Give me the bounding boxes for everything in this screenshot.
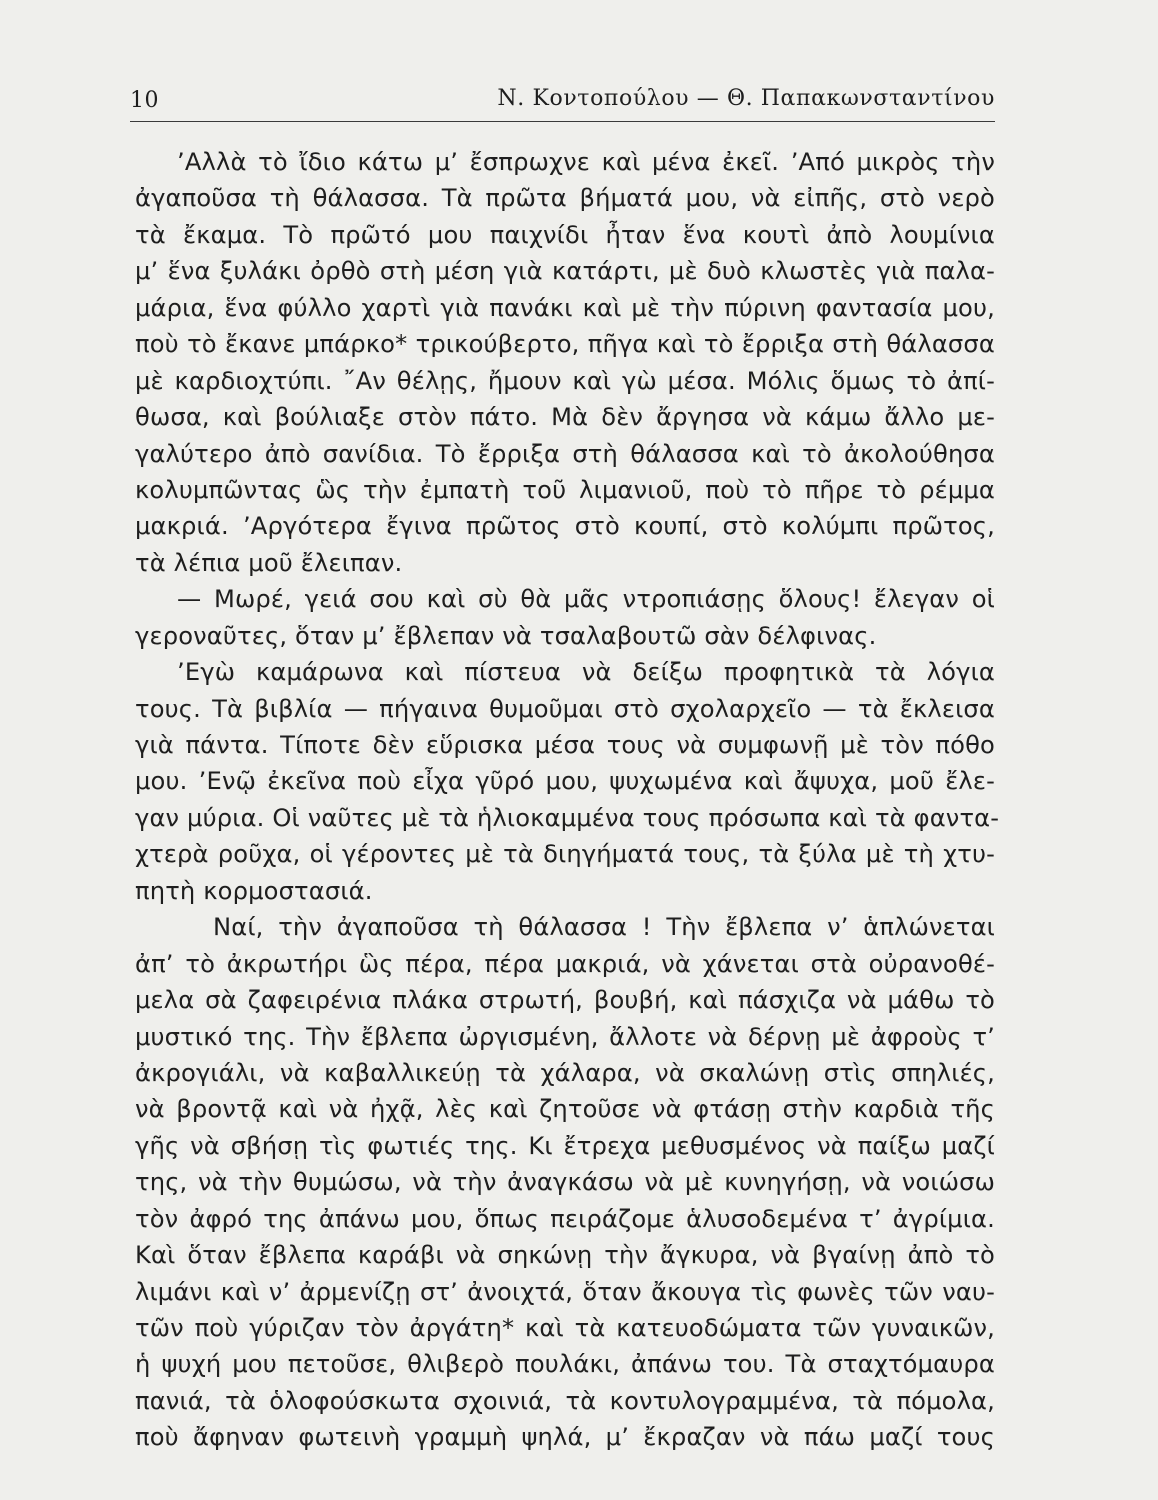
text-line: λιμάνι καὶ ν’ ἀρμενίζῃ στ’ ἀνοιχτά, ὅταν ἄκουγα τὶς φωνὲς τῶν ναυ-	[135, 1277, 995, 1306]
text-line: — Μωρέ, γειά σου καὶ σὺ θὰ μᾶς ντροπιάσῃς ὅλους! ἔλεγαν οἱ	[177, 585, 995, 614]
page-header	[130, 80, 995, 116]
text-line: Ναί, τὴν ἀγαποῦσα τὴ θάλασσα ! Τὴν ἔβλεπα ν’ ἁπλώνεται	[213, 913, 995, 942]
text-line: ’Εγὼ καμάρωνα καὶ πίστευα νὰ δείξω προφητικὰ τὰ λόγια	[177, 658, 995, 687]
text-line: γιὰ πάντα. Τίποτε δὲν εὕρισκα μέσα τους νὰ συμφωνῇ μὲ τὸν πόθο	[135, 731, 995, 759]
body-text	[135, 144, 1000, 1456]
text-line: μυστικό της. Τὴν ἔβλεπα ὠργισμένη, ἄλλοτε νὰ δέρνῃ μὲ ἀφροὺς τ’	[135, 1022, 995, 1051]
text-line: ποὺ ἄφηναν φωτεινὴ γραμμὴ ψηλά, μ’ ἔκραζαν νὰ πάω μαζί τους	[135, 1423, 995, 1452]
text-line: μελα σὰ ζαφειρένια πλάκα στρωτή, βουβή, καὶ πάσχιζα νὰ μάθω τὸ	[135, 986, 995, 1015]
text-line: της, νὰ τὴν θυμώσω, νὰ τὴν ἀναγκάσω νὰ μὲ κυνηγήσῃ, νὰ νοιώσω	[135, 1168, 995, 1197]
text-line: τῶν ποὺ γύριζαν τὸν ἀργάτη* καὶ τὰ κατευοδώματα τῶν γυναικῶν,	[135, 1314, 995, 1342]
text-line: κολυμπῶντας ὣς τὴν ἐμπατὴ τοῦ λιμανιοῦ, ποὺ τὸ πῆρε τὸ ρέμμα	[135, 475, 995, 504]
text-line: μ’ ἕνα ξυλάκι ὀρθὸ στὴ μέση γιὰ κατάρτι, μὲ δυὸ κλωστὲς γιὰ παλα-	[135, 257, 995, 286]
text-line: μάρια, ἕνα φύλλο χαρτὶ γιὰ πανάκι καὶ μὲ τὴν πύρινη φαντασία μου,	[135, 293, 995, 322]
text-line: ποὺ τὸ ἔκανε μπάρκο* τρικούβερτο, πῆγα καὶ τὸ ἔρριξα στὴ θάλασσα	[135, 330, 995, 359]
running-head: Ν. Κοντοπούλου — Θ. Παπακωνσταντίνου	[497, 86, 995, 111]
header-rule	[130, 121, 995, 122]
text-line: πητὴ κορμοστασιά.	[135, 876, 373, 905]
text-line: τὰ λέπια μοῦ ἔλειπαν.	[135, 548, 403, 577]
text-line: τὸν ἀφρό της ἀπάνω μου, ὅπως πειράζομε ἁλυσοδεμένα τ’ ἀγρίμια.	[135, 1204, 995, 1233]
text-line: τους. Τὰ βιβλία — πήγαινα θυμοῦμαι στὸ σχολαρχεῖο — τὰ ἔκλεισα	[135, 694, 995, 723]
text-line: χτερὰ ροῦχα, οἱ γέροντες μὲ τὰ διηγήματά τους, τὰ ξύλα μὲ τὴ χτυ-	[135, 840, 995, 869]
text-line: μακριά. ’Αργότερα ἔγινα πρῶτος στὸ κουπί, στὸ κολύμπι πρῶτος,	[135, 512, 995, 541]
text-line: γαλύτερο ἀπὸ σανίδια. Τὸ ἔρριξα στὴ θάλασσα καὶ τὸ ἀκολούθησα	[135, 439, 995, 468]
text-line: τὰ ἔκαμα. Τὸ πρῶτό μου παιχνίδι ἦταν ἕνα κουτὶ ἀπὸ λουμίνια	[135, 220, 995, 249]
text-line: γαν μύρια. Οἱ ναῦτες μὲ τὰ ἡλιοκαμμένα τους πρόσωπα καὶ τὰ φαντα-	[135, 803, 1000, 832]
text-line: ἀπ’ τὸ ἀκρωτήρι ὣς πέρα, πέρα μακριά, νὰ χάνεται στὰ οὐρανοθέ-	[135, 949, 995, 978]
text-line: πανιά, τὰ ὁλοφούσκωτα σχοινιά, τὰ κοντυλογραμμένα, τὰ πόμολα,	[135, 1386, 995, 1415]
text-line: γεροναῦτες, ὅταν μ’ ἔβλεπαν νὰ τσαλαβουτῶ σὰν δέλφινας.	[135, 621, 877, 650]
text-line: Καὶ ὅταν ἔβλεπα καράβι νὰ σηκώνῃ τὴν ἄγκυρα, νὰ βγαίνῃ ἀπὸ τὸ	[135, 1241, 995, 1270]
text-line: ἀγαποῦσα τὴ θάλασσα. Τὰ πρῶτα βήματά μου, νὰ εἰπῆς, στὸ νερὸ	[135, 184, 995, 213]
text-line: ἀκρογιάλι, νὰ καβαλλικεύῃ τὰ χάλαρα, νὰ σκαλώνῃ στὶς σπηλιές,	[135, 1058, 995, 1087]
text-line: ’Αλλὰ τὸ ἴδιο κάτω μ’ ἔσπρωχνε καὶ μένα ἐκεῖ. ’Από μικρὸς τὴν	[177, 148, 995, 176]
text-line: μου. ’Ενῷ ἐκεῖνα ποὺ εἶχα γῦρό μου, ψυχωμένα καὶ ἄψυχα, μοῦ ἔλε-	[135, 767, 995, 796]
text-line: νὰ βροντᾷ καὶ νὰ ἠχᾷ, λὲς καὶ ζητοῦσε νὰ φτάσῃ στὴν καρδιὰ τῆς	[135, 1095, 995, 1124]
page-number: 10	[130, 88, 159, 113]
text-line: ἡ ψυχή μου πετοῦσε, θλιβερὸ πουλάκι, ἀπάνω του. Τὰ σταχτόμαυρα	[135, 1350, 995, 1379]
text-line: μὲ καρδιοχτύπι. ῎Αν θέλῃς, ἤμουν καὶ γὼ μέσα. Μόλις ὅμως τὸ ἀπί-	[135, 366, 995, 395]
text-line: θωσα, καὶ βούλιαξε στὸν πάτο. Μὰ δὲν ἄργησα νὰ κάμω ἄλλο με-	[135, 403, 995, 432]
text-line: γῆς νὰ σβήσῃ τὶς φωτιές της. Κι ἔτρεχα μεθυσμένος νὰ παίξω μαζί	[135, 1131, 995, 1160]
